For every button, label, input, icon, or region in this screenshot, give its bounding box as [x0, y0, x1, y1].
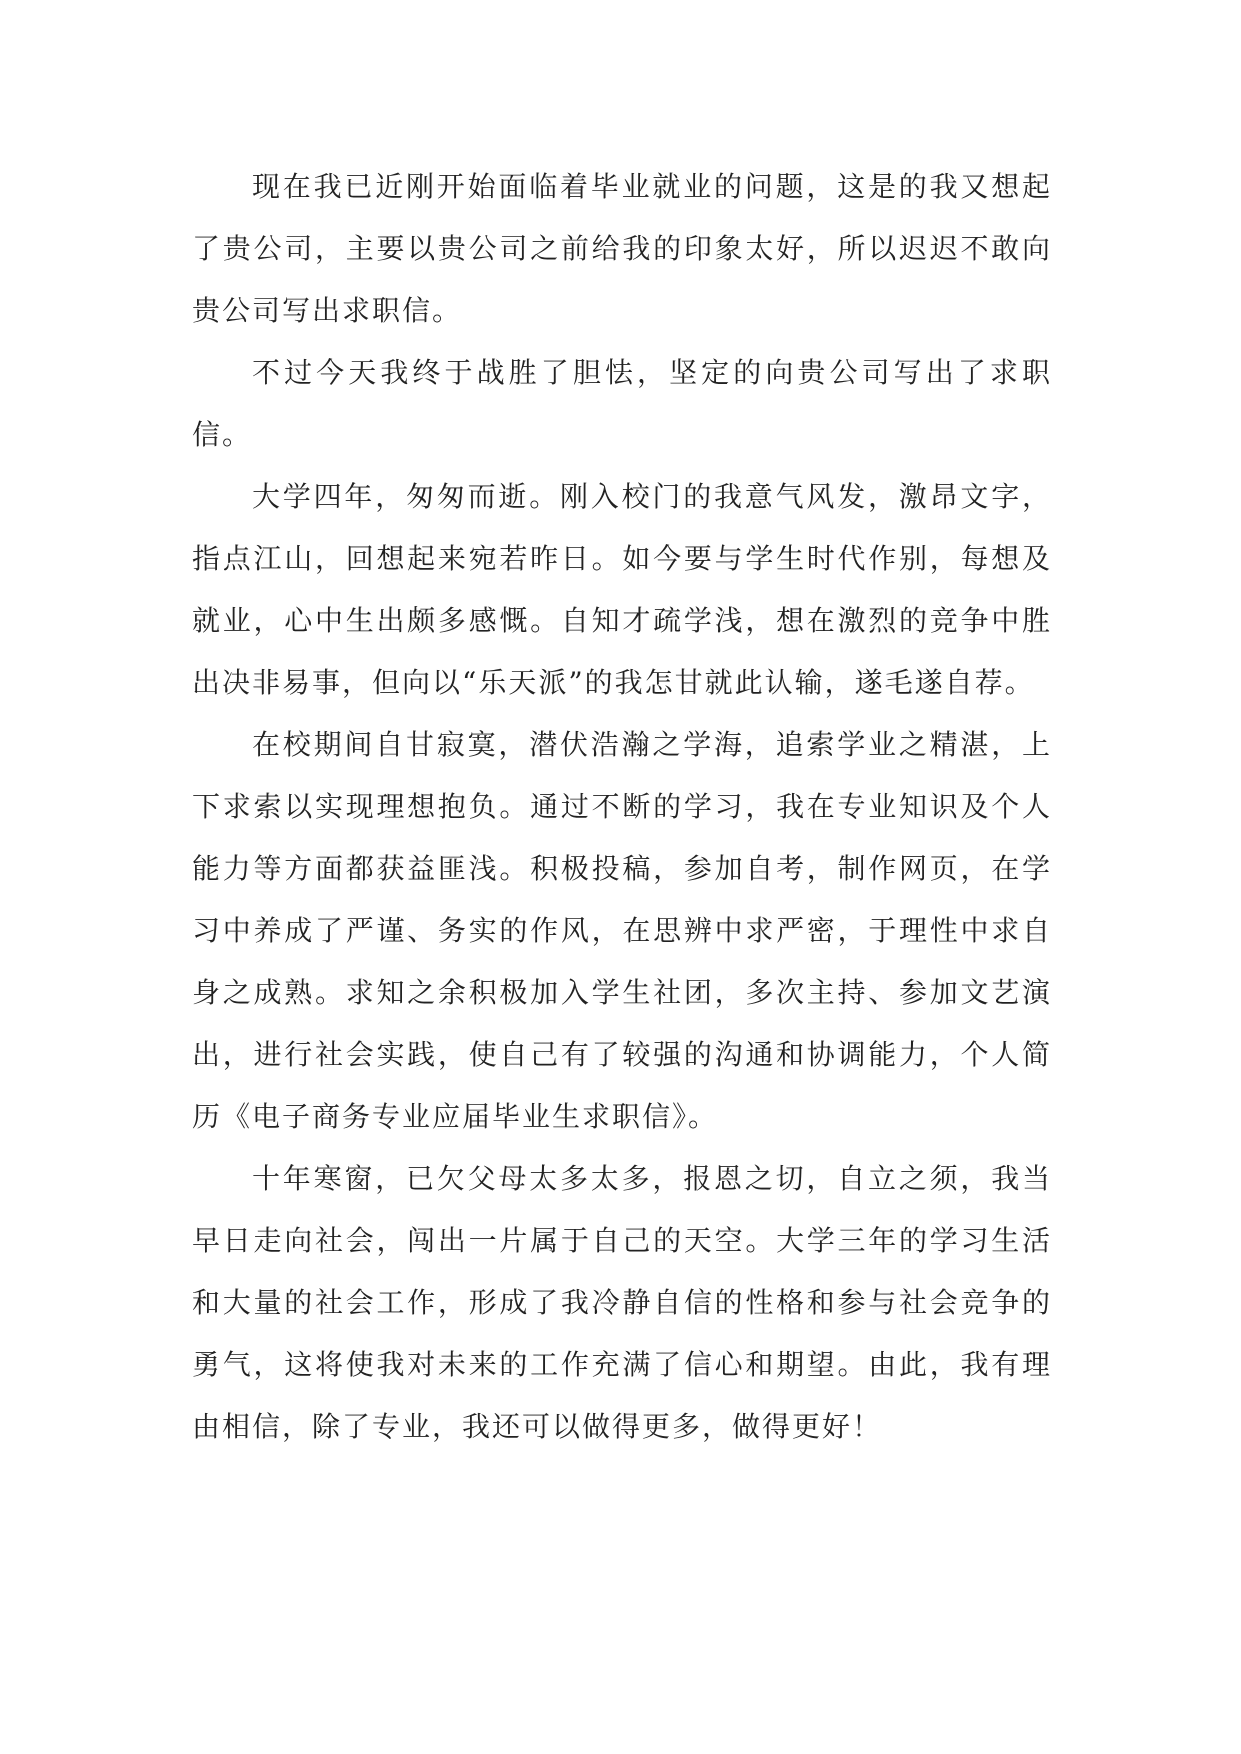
paragraph-3: 大学四年，匆匆而逝。刚入校门的我意气风发，激昂文字，指点江山，回想起来宛若昨日。如今要与学生时代作别，每想及就业，心中生出颇多感慨。自知才疏学浅，想在激烈的竞争中胜出决非易事，但向以“乐天派”的我怎甘就此认输，遂毛遂自荐。: [192, 480, 1052, 699]
paragraph-1: 现在我已近刚开始面临着毕业就业的问题，这是的我又想起了贵公司，主要以贵公司之前给我的印象太好，所以迟迟不敢向贵公司写出求职信。: [192, 170, 1052, 327]
paragraph-5: 十年寒窗，已欠父母太多太多，报恩之切，自立之须，我当早日走向社会，闯出一片属于自己的天空。大学三年的学习生活和大量的社会工作，形成了我冷静自信的性格和参与社会竞争的勇气，这将使我对未来的工作充满了信心和期望。由此，我有理由相信，除了专业，我还可以做得更多，做得更好！: [192, 1162, 1052, 1443]
document-page: [192, 156, 1052, 1458]
paragraph-4: 在校期间自甘寂寞，潜伏浩瀚之学海，追索学业之精湛，上下求索以实现理想抱负。通过不断的学习，我在专业知识及个人能力等方面都获益匪浅。积极投稿，参加自考，制作网页，在学习中养成了严谨、务实的作风，在思辨中求严密，于理性中求自身之成熟。求知之余积极加入学生社团，多次主持、参加文艺演出，进行社会实践，使自己有了较强的沟通和协调能力，个人简历《电子商务专业应届毕业生求职信》。: [192, 728, 1052, 1133]
paragraph-2: 不过今天我终于战胜了胆怯，坚定的向贵公司写出了求职信。: [192, 356, 1052, 451]
